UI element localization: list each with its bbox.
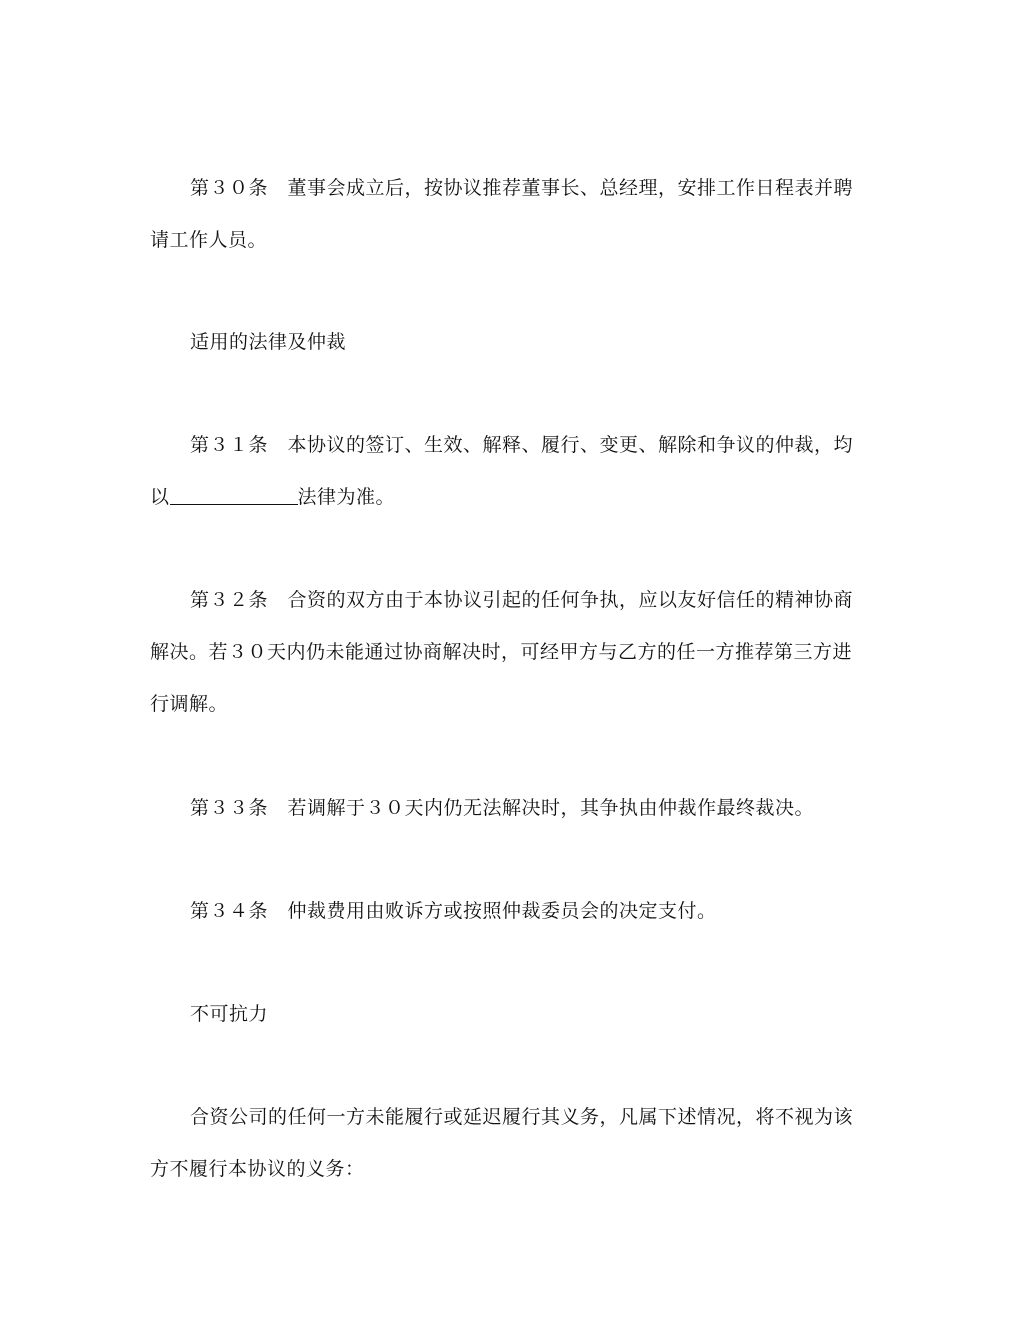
article-30-line-2: 请工作人员。: [150, 229, 268, 251]
article-33: 第３３条 若调解于３０天内仍无法解决时，其争执由仲裁作最终裁决。: [190, 797, 815, 819]
force-para-line-2: 方不履行本协议的义务：: [150, 1158, 365, 1180]
article-31-line-2: [150, 485, 395, 509]
article-32-line-1: 第３２条 合资的双方由于本协议引起的任何争执，应以友好信任的精神协商: [190, 589, 854, 611]
article-30-line-1: 第３０条 董事会成立后，按协议推荐董事长、总经理，安排工作日程表并聘: [190, 177, 854, 199]
article-31-suffix: 法律为准。: [297, 486, 396, 508]
section-heading-law: 适用的法律及仲裁: [190, 331, 347, 353]
article-31-prefix: 以: [150, 486, 170, 508]
article-34: 第３４条 仲裁费用由败诉方或按照仲裁委员会的决定支付。: [190, 900, 717, 922]
article-31-line-1: 第３１条 本协议的签订、生效、解释、履行、变更、解除和争议的仲裁，均: [190, 434, 854, 456]
force-para-line-1: 合资公司的任何一方未能履行或延迟履行其义务，凡属下述情况，将不视为该: [190, 1106, 854, 1128]
fill-in-blank: [170, 486, 298, 505]
article-32-line-2: 解决。若３０天内仍未能通过协商解决时，可经甲方与乙方的任一方推荐第三方进: [150, 641, 853, 663]
section-heading-force-majeure: 不可抗力: [190, 1003, 269, 1025]
article-32-line-3: 行调解。: [150, 693, 229, 715]
